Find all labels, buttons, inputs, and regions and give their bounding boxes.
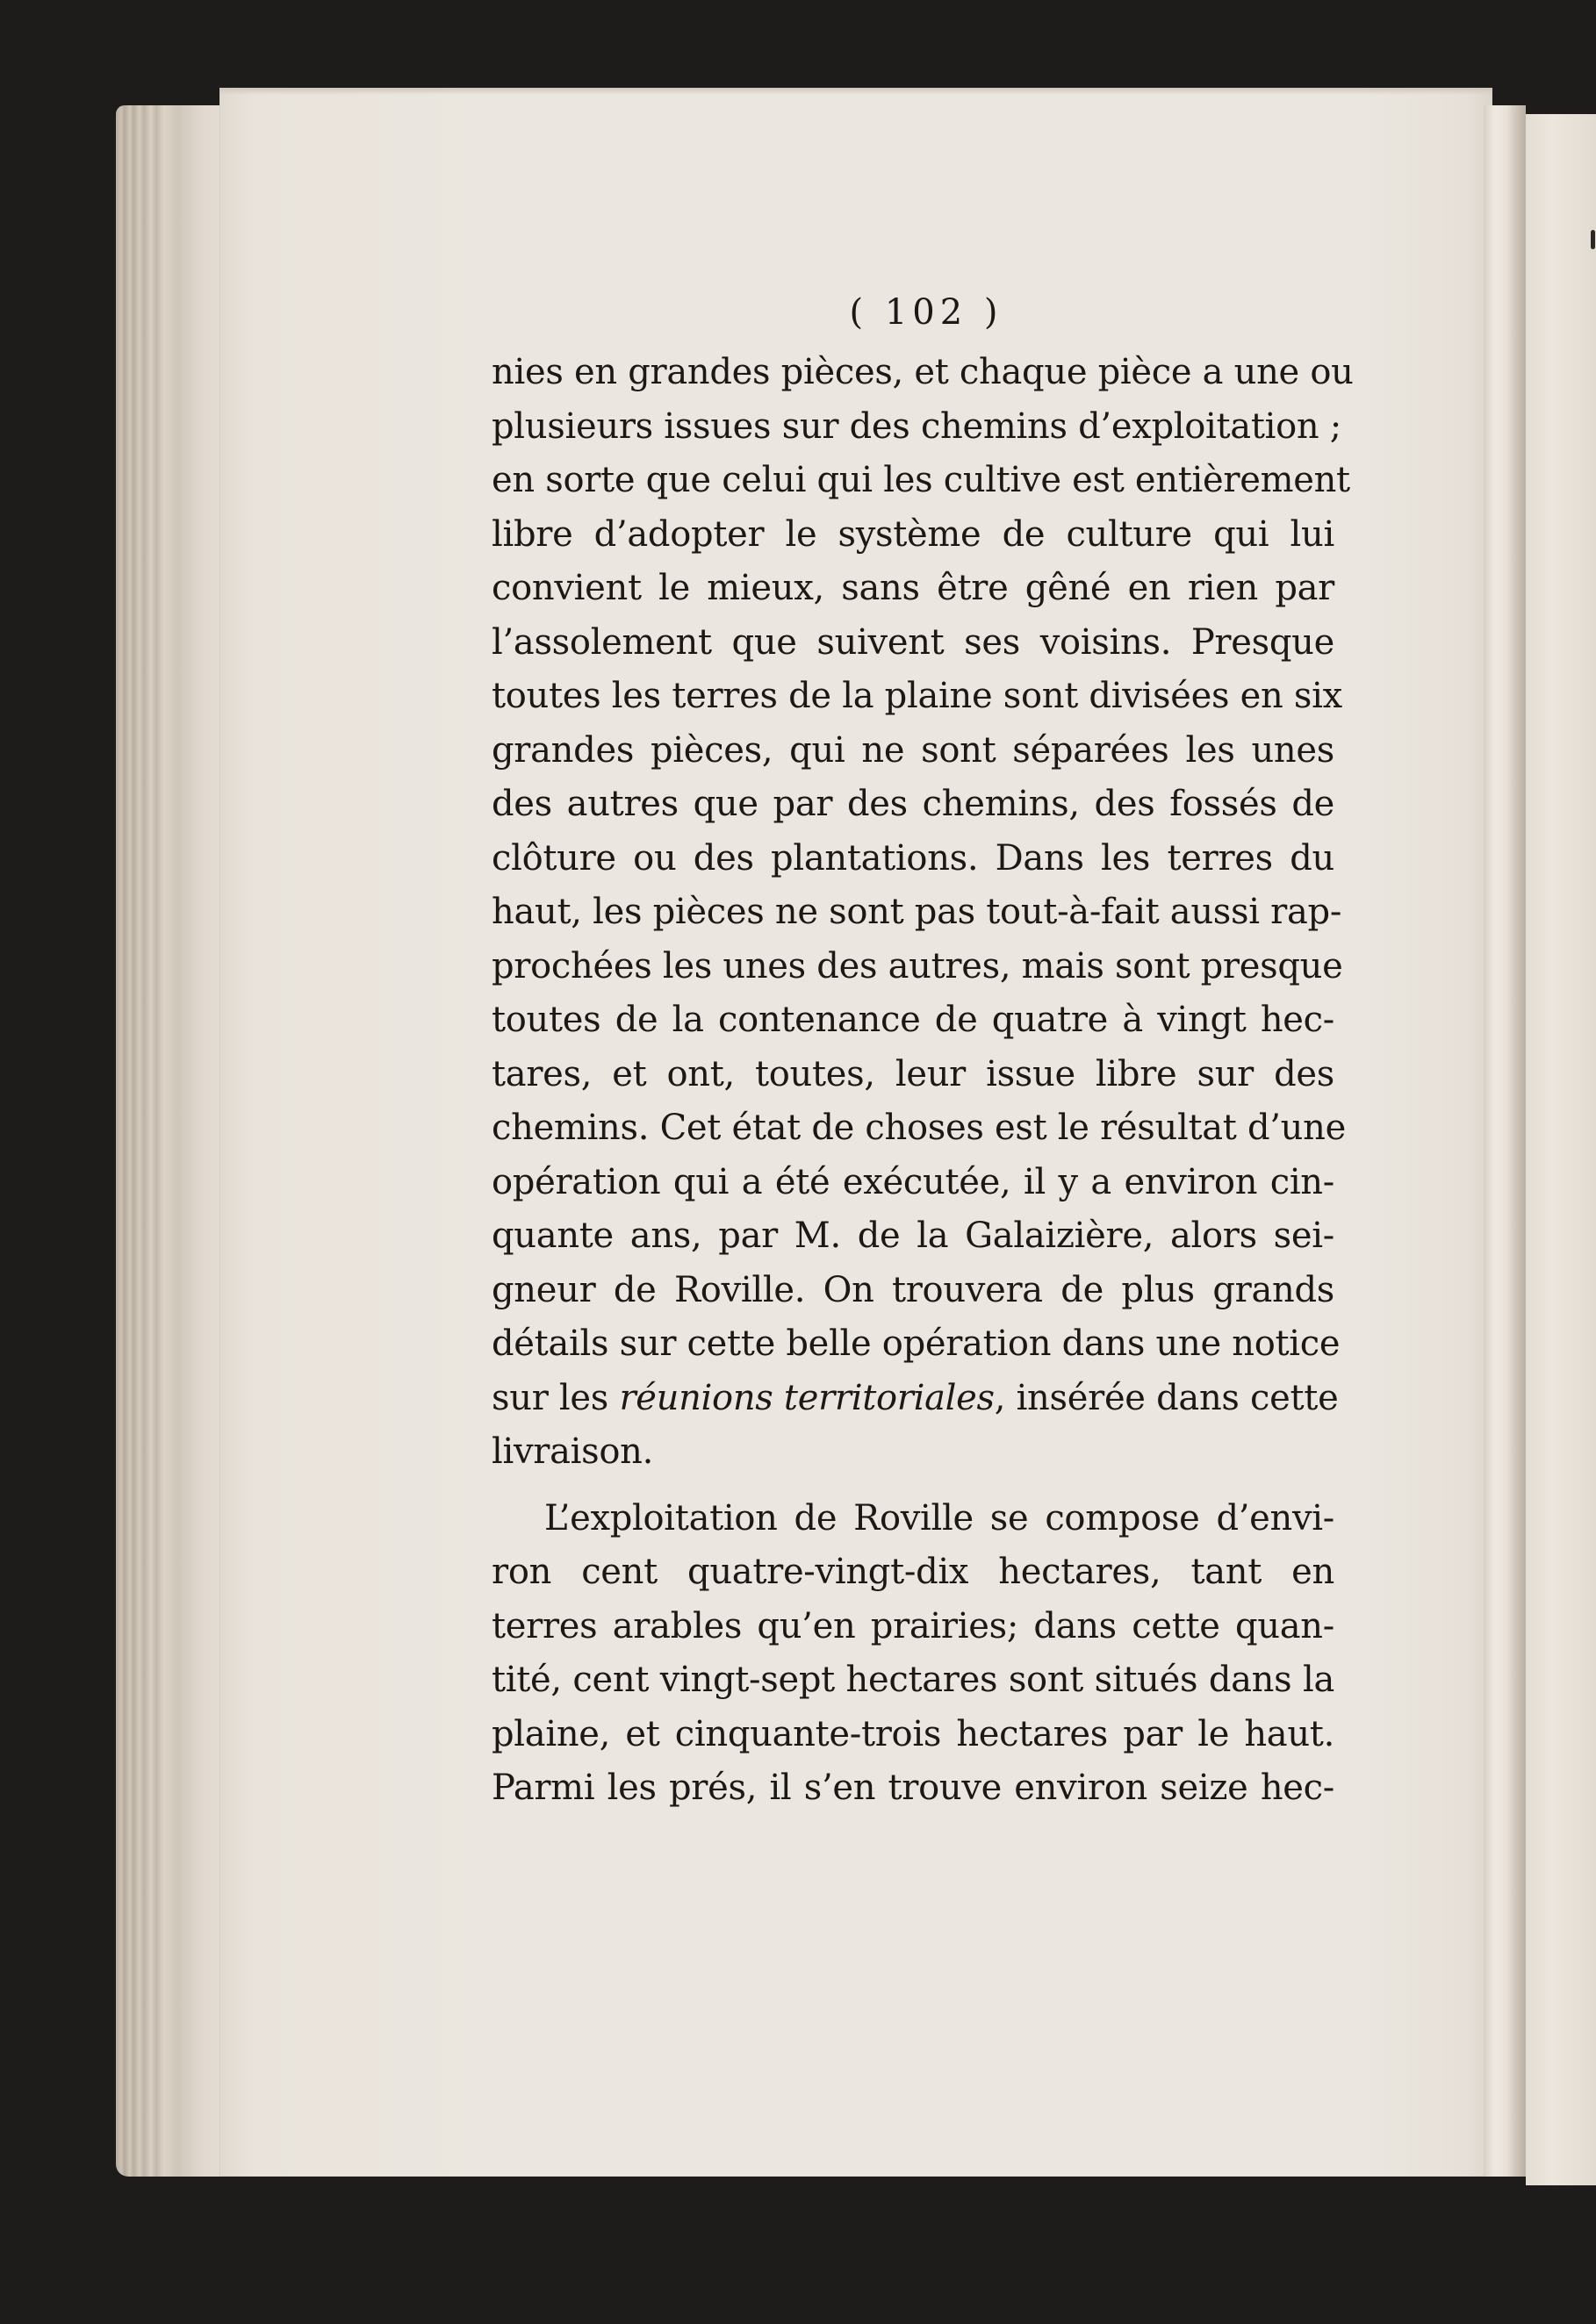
text-line: plaine, et cinquante-trois hectares par le haut. — [492, 1713, 1334, 1754]
book-gutter — [1484, 105, 1526, 2177]
text-line: détails sur cette belle opération dans une notice — [492, 1323, 1341, 1364]
text-line: toutes les terres de la plaine sont divisées en six — [492, 676, 1342, 716]
text-line: toutes de la contenance de quatre à vingt hec- — [492, 1000, 1334, 1040]
text-line: convient le mieux, sans être gêné en rien par — [492, 568, 1334, 608]
text-line: gneur de Roville. On trouvera de plus grands — [492, 1269, 1334, 1310]
text-line: tares, et ont, toutes, leur issue libre sur des — [492, 1053, 1334, 1094]
text-line: libre d’adopter le système de culture qui lui — [492, 513, 1334, 555]
text-line: Parmi les prés, il s’en trouve environ seize hec- — [492, 1768, 1334, 1808]
text-line: grandes pièces, qui ne sont séparées les unes — [492, 729, 1334, 771]
text-line: terres arables qu’en prairies; dans cette quan- — [492, 1605, 1334, 1646]
page-number: ( 102 ) — [849, 292, 1003, 333]
text-line: en sorte que celui qui les cultive est entièrement — [492, 460, 1350, 500]
text-line: l’assolement que suivent ses voisins. Presque — [492, 621, 1334, 663]
text-segment: sur les — [492, 1377, 620, 1418]
italic-title: réunions territoriales — [619, 1377, 995, 1418]
text-line: chemins. Cet état de choses est le résultat d’une — [492, 1108, 1346, 1148]
text-line: L’exploitation de Roville se compose d’envi- — [544, 1497, 1334, 1539]
text-line: tité, cent vingt-sept hectares sont situés dans la — [492, 1660, 1334, 1700]
text-line: prochées les unes des autres, mais sont presque — [492, 945, 1343, 986]
text-line: livraison. — [492, 1431, 654, 1472]
text-line: opération qui a été exécutée, il y a environ cin- — [492, 1161, 1334, 1202]
page-top-edge — [219, 88, 1492, 95]
edge-mark — [1591, 230, 1595, 249]
text-segment: , insérée dans cette — [994, 1377, 1339, 1418]
text-line: des autres que par des chemins, des fossés de — [492, 784, 1334, 824]
paragraph-2 — [492, 1492, 1334, 1816]
text-line: nies en grandes pièces, et chaque pièce a une ou — [492, 352, 1354, 392]
text-line: quante ans, par M. de la Galaizière, alors sei- — [492, 1216, 1334, 1256]
text-line: ron cent quatre-vingt-dix hectares, tant en — [492, 1552, 1334, 1592]
text-line: haut, les pièces ne sont pas tout-à-fait aussi rap- — [492, 892, 1342, 932]
paragraph-gap — [492, 1480, 1334, 1492]
text-line: plusieurs issues sur des chemins d’exploitation ; — [492, 405, 1341, 447]
paragraph-1 — [492, 346, 1354, 1480]
text-line: clôture ou des plantations. Dans les terres du — [492, 837, 1334, 879]
page-text — [492, 279, 1354, 1816]
facing-page-edge — [1526, 114, 1596, 2185]
text-line-with-italic — [492, 1372, 1339, 1426]
